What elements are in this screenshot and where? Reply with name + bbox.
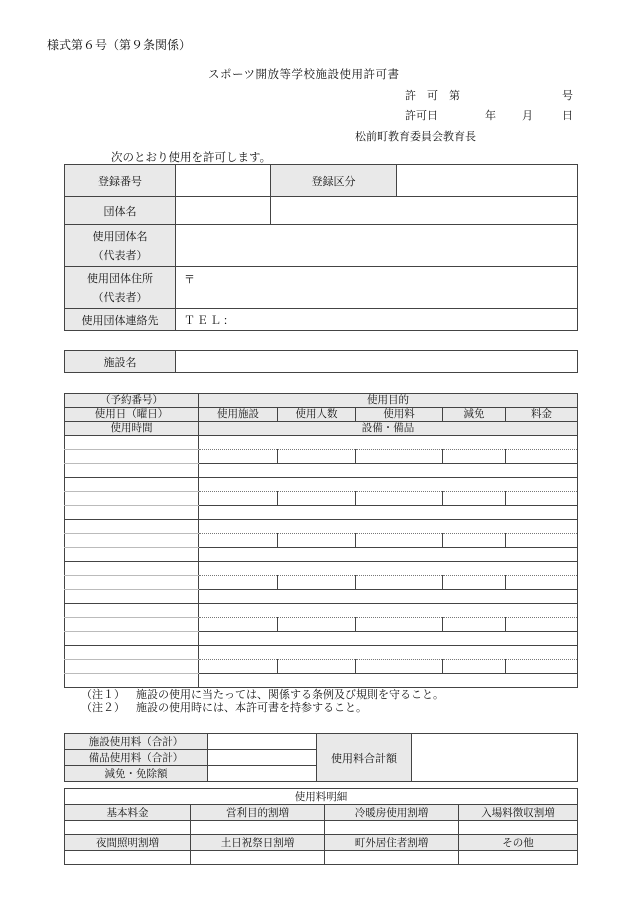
h-purpose: 使用目的 (199, 394, 578, 408)
res-purpose-field[interactable] (199, 436, 578, 450)
h-time: 使用時間 (65, 422, 199, 436)
grand-total-label: 使用料合計額 (317, 734, 412, 782)
page-title: スポーツ開放等学校施設使用許可書 (208, 67, 400, 81)
reg-class-label: 登録区分 (271, 165, 397, 197)
res-time-field[interactable] (65, 632, 199, 646)
admission-surcharge-field[interactable] (459, 821, 578, 835)
res-purpose-field[interactable] (199, 520, 578, 534)
res-time-field[interactable] (65, 464, 199, 478)
res-time-field[interactable] (65, 590, 199, 604)
res-date-field[interactable] (65, 492, 199, 506)
non-resident-surcharge-label: 町外居住者割増 (325, 835, 459, 851)
other-field[interactable] (459, 851, 578, 865)
reservation-table (64, 393, 578, 688)
address-rep: （代表者） (92, 290, 148, 304)
res-people-field[interactable] (278, 660, 356, 674)
permit-date-label: 許可日 (405, 109, 438, 122)
h-fee: 使用料 (356, 408, 443, 422)
holiday-surcharge-label: 土日祝祭日割増 (191, 835, 325, 851)
commercial-surcharge-label: 営利目的割増 (191, 805, 325, 821)
res-people-field[interactable] (278, 618, 356, 632)
permit-number-suffix: 号 (562, 89, 573, 102)
holiday-surcharge-field[interactable] (191, 851, 325, 865)
address-label-cell (65, 267, 176, 309)
h-equipment: 設備・備品 (199, 422, 578, 436)
facility-table (64, 350, 578, 373)
res-reservation-no-field[interactable] (65, 520, 199, 534)
contact-field[interactable] (176, 309, 578, 331)
res-charge-field[interactable] (506, 450, 578, 464)
tel-label: ＴＥＬ： (184, 313, 236, 327)
breakdown-title: 使用料明細 (65, 789, 578, 805)
permit-date-year: 年 (485, 109, 496, 122)
res-facility-field[interactable] (199, 618, 278, 632)
res-reservation-no-field[interactable] (65, 646, 199, 660)
postal-mark: 〒 (184, 273, 195, 286)
reg-class-field[interactable] (397, 165, 578, 197)
user-group-rep: （代表者） (92, 248, 148, 262)
res-reduction-field[interactable] (443, 576, 506, 590)
res-fee-field[interactable] (356, 660, 443, 674)
res-people-field[interactable] (278, 576, 356, 590)
res-date-field[interactable] (65, 660, 199, 674)
group-name-label: 団体名 (65, 197, 176, 225)
note-1-text: 施設の使用に当たっては、関係する条例及び規則を守ること。 (136, 688, 444, 701)
res-facility-field[interactable] (199, 492, 278, 506)
totals-table (64, 733, 578, 782)
res-charge-field[interactable] (506, 660, 578, 674)
res-reservation-no-field[interactable] (65, 604, 199, 618)
res-facility-field[interactable] (199, 576, 278, 590)
res-fee-field[interactable] (356, 618, 443, 632)
res-equipment-field[interactable] (199, 632, 578, 646)
user-group-field[interactable] (176, 225, 578, 267)
permit-number-label: 許 可 第 (405, 89, 460, 102)
user-group-label: 使用団体名 (92, 229, 148, 243)
issuer: 松前町教育委員会教育長 (355, 130, 476, 143)
res-date-field[interactable] (65, 618, 199, 632)
res-charge-field[interactable] (506, 618, 578, 632)
res-reservation-no-field[interactable] (65, 562, 199, 576)
res-equipment-field[interactable] (199, 590, 578, 604)
night-light-surcharge-field[interactable] (65, 851, 191, 865)
grand-total-field[interactable] (412, 734, 578, 782)
address-label: 使用団体住所 (87, 271, 153, 285)
exemption-label: 減免・免除額 (65, 766, 208, 782)
res-people-field[interactable] (278, 450, 356, 464)
res-fee-field[interactable] (356, 534, 443, 548)
res-purpose-field[interactable] (199, 646, 578, 660)
res-time-field[interactable] (65, 506, 199, 520)
res-reduction-field[interactable] (443, 618, 506, 632)
admission-surcharge-label: 入場料徴収割増 (459, 805, 578, 821)
res-people-field[interactable] (278, 534, 356, 548)
facility-label: 施設名 (65, 351, 176, 373)
group-name-field-2[interactable] (271, 197, 578, 225)
ac-surcharge-field[interactable] (325, 821, 459, 835)
commercial-surcharge-field[interactable] (191, 821, 325, 835)
res-reduction-field[interactable] (443, 492, 506, 506)
h-reservation-no: （予約番号） (65, 394, 199, 408)
res-charge-field[interactable] (506, 576, 578, 590)
h-people: 使用人数 (278, 408, 356, 422)
night-light-surcharge-label: 夜間照明割増 (65, 835, 191, 851)
res-facility-field[interactable] (199, 534, 278, 548)
note-1-num: （注１） (81, 688, 125, 701)
non-resident-surcharge-field[interactable] (325, 851, 459, 865)
applicant-table (64, 164, 578, 331)
address-field[interactable] (176, 267, 578, 309)
intro-text: 次のとおり使用を許可します。 (111, 150, 272, 164)
note-2-num: （注２） (81, 701, 125, 714)
res-purpose-field[interactable] (199, 478, 578, 492)
res-equipment-field[interactable] (199, 464, 578, 478)
res-time-field[interactable] (65, 548, 199, 562)
permit-date-day: 日 (562, 109, 573, 122)
res-facility-field[interactable] (199, 450, 278, 464)
res-reservation-no-field[interactable] (65, 436, 199, 450)
res-charge-field[interactable] (506, 534, 578, 548)
res-people-field[interactable] (278, 492, 356, 506)
res-purpose-field[interactable] (199, 562, 578, 576)
res-fee-field[interactable] (356, 450, 443, 464)
facility-field[interactable] (176, 351, 578, 373)
res-fee-field[interactable] (356, 576, 443, 590)
user-group-label-cell (65, 225, 176, 267)
res-date-field[interactable] (65, 576, 199, 590)
res-reduction-field[interactable] (443, 534, 506, 548)
res-reservation-no-field[interactable] (65, 478, 199, 492)
permit-date-month: 月 (522, 109, 533, 122)
reservation-rows (65, 436, 578, 688)
breakdown-table (64, 788, 578, 865)
form-number: 様式第６号（第９条関係） (47, 38, 192, 52)
reg-no-label: 登録番号 (65, 165, 176, 197)
h-facility: 使用施設 (199, 408, 278, 422)
res-facility-field[interactable] (199, 660, 278, 674)
res-charge-field[interactable] (506, 492, 578, 506)
res-reduction-field[interactable] (443, 450, 506, 464)
basic-fee-label: 基本料金 (65, 805, 191, 821)
equipment-total-field[interactable] (208, 750, 317, 766)
h-charge: 料金 (506, 408, 578, 422)
exemption-field[interactable] (208, 766, 317, 782)
reg-no-field[interactable] (176, 165, 271, 197)
res-date-field[interactable] (65, 450, 199, 464)
other-label: その他 (459, 835, 578, 851)
facility-total-field[interactable] (208, 734, 317, 750)
facility-total-label: 施設使用料（合計） (65, 734, 208, 750)
res-equipment-field[interactable] (199, 506, 578, 520)
group-name-field-1[interactable] (176, 197, 271, 225)
contact-label: 使用団体連絡先 (65, 309, 176, 331)
equipment-total-label: 備品使用料（合計） (65, 750, 208, 766)
h-date: 使用日（曜日） (65, 408, 199, 422)
ac-surcharge-label: 冷暖房使用割増 (325, 805, 459, 821)
res-equipment-field[interactable] (199, 548, 578, 562)
h-reduction: 減免 (443, 408, 506, 422)
res-reduction-field[interactable] (443, 660, 506, 674)
res-date-field[interactable] (65, 534, 199, 548)
res-purpose-field[interactable] (199, 604, 578, 618)
res-fee-field[interactable] (356, 492, 443, 506)
basic-fee-field[interactable] (65, 821, 191, 835)
note-2-text: 施設の使用時には、本許可書を持参すること。 (136, 701, 367, 714)
